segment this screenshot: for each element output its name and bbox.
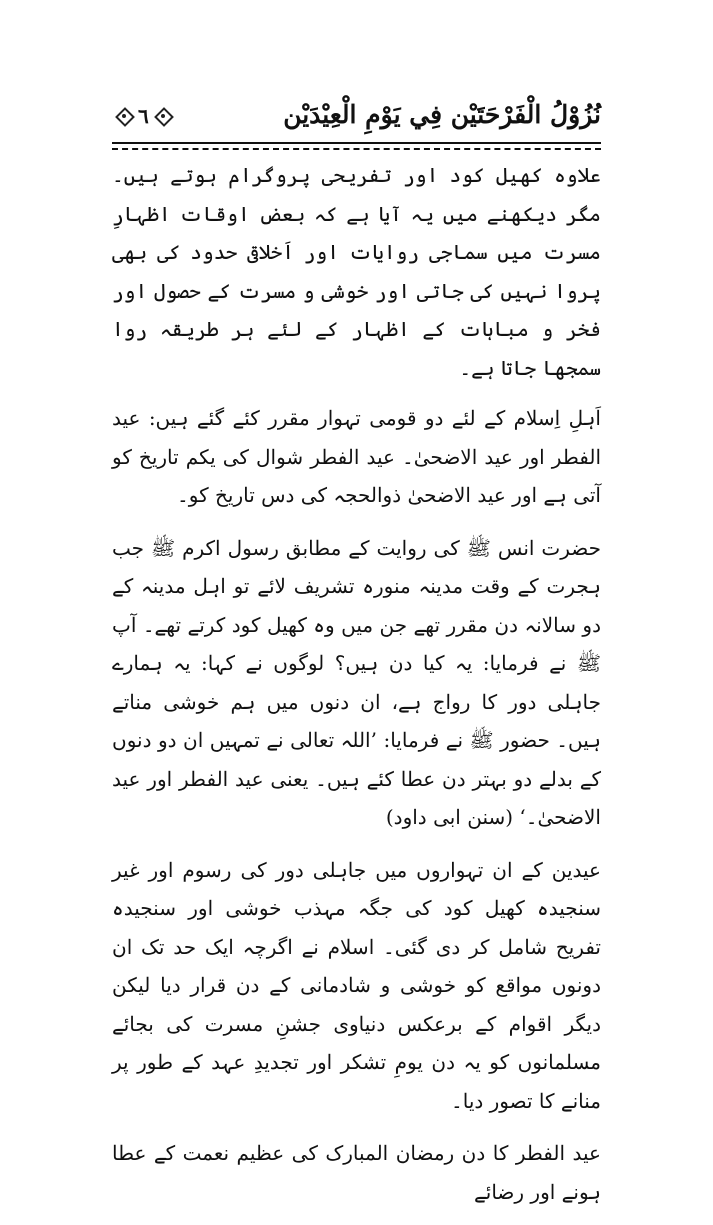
- book-title: نُزُوْلُ الْفَرْحَتَيْن فِي يَوْمِ الْعِيْدَيْن: [283, 100, 601, 129]
- header-rule-solid: [112, 142, 601, 144]
- paragraph: اَہلِ اِسلام کے لئے دو قومی تہوار مقرر کئے گئے ہیں: عید الفطر اور عید الاضحیٰ۔ عید الفطر شوال کی یکم تاریخ کو آتی ہے اور عید الاضحیٰ ذوالحجہ کی دس تاریخ کو۔: [112, 406, 601, 507]
- paragraph: علاوہ کھیل کود اور تفریحی پروگرام ہوتے ہیں۔ مگر دیکھنے میں یہ آیا ہے کہ بعض اوقات اظہارِ مسرت میں سماجی روایات اور اَخلاقی حدود کی بھی پروا نہیں کی جاتی اور خوشی و مسرت کے حصول اور فخر و مباہات کے اظہار کے لئے ہر طریقہ روا سمجھا جاتا ہے۔: [112, 163, 601, 380]
- page-header: [112, 96, 601, 136]
- paragraph: عید الفطر کا دن رمضان المبارک کی عظیم نعمت کے عطا ہونے اور رضائے: [112, 1141, 601, 1204]
- ornament-left-icon: [116, 108, 132, 124]
- ornament-right-icon: [155, 108, 171, 124]
- page-body: [112, 156, 601, 1225]
- paragraph: عیدین کے ان تہواروں میں جاہلی دور کی رسوم اور غیر سنجیدہ کھیل کود کی جگہ مہذب خوشی اور سنجیدہ تفریح شامل کر دی گئی۔ اسلام نے اگرچہ ایک حد تک ان دونوں مواقع کو خوشی و شادمانی کے دن قرار دیا لیکن دیگر اقوام کے برعکس دنیاوی جشنِ مسرت کی بجائے مسلمانوں کو یہ دن یومِ تشکر اور تجدیدِ عہد کے طور پر منانے کا تصور دیا۔: [112, 857, 601, 1113]
- page-number-box: [116, 102, 171, 130]
- page-number: ٦: [138, 104, 149, 128]
- header-rule-dashed: [112, 148, 601, 150]
- paragraph: حضرت انس ﷺ کی روایت کے مطابق رسول اکرم ﷺ جب ہجرت کے وقت مدینہ منورہ تشریف لائے تو اہل مدینہ کے دو سالانہ دن مقرر تھے جن میں وہ کھیل کود کرتے تھے۔ آپ ﷺ نے فرمایا: یہ کیا دن ہیں؟ لوگوں نے کہا: یہ ہمارے جاہلی دور کا رواج ہے، ان دنوں میں ہم خوشی مناتے ہیں۔ حضور ﷺ نے فرمایا: ’اللہ تعالی نے تمہیں ان دو دنوں کے بدلے دو بہتر دن عطا کئے ہیں۔ یعنی عید الفطر اور عید الاضحیٰ۔‘ (سنن ابی داود): [112, 535, 601, 829]
